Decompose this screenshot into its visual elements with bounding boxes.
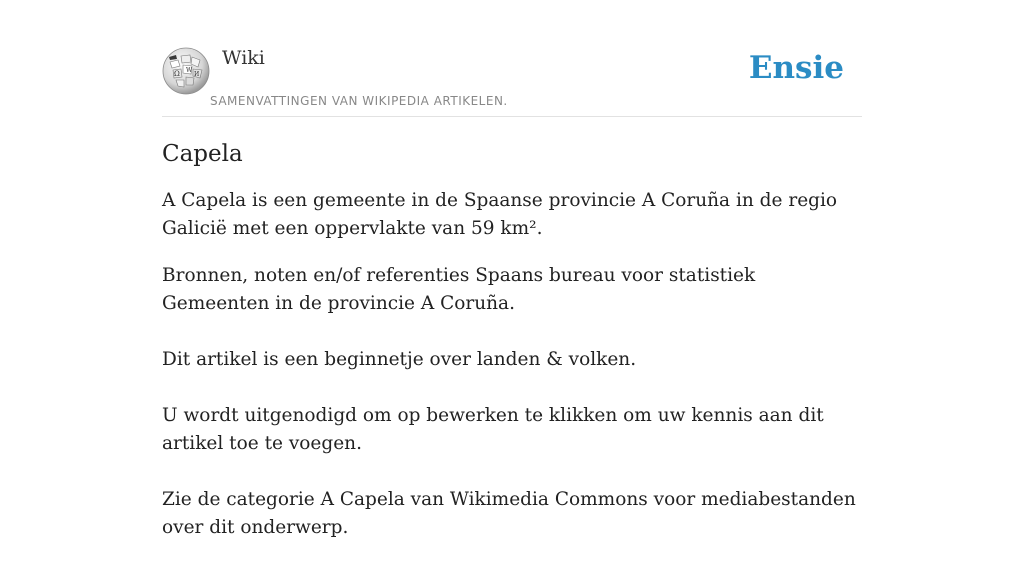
article-title: Capela	[162, 141, 243, 167]
article-paragraph-2: Bronnen, noten en/of referenties Spaans bureau voor statistiek Gemeenten in de provincie A Coruña.	[162, 265, 756, 314]
article-paragraph-5: Zie de categorie A Capela van Wikimedia Commons voor mediabestanden over dit onderwerp.	[162, 489, 856, 538]
article-paragraph-4: U wordt uitgenodigd om op bewerken te klikken om uw kennis aan dit artikel toe te voegen.	[162, 405, 824, 454]
wikipedia-globe-icon[interactable]	[162, 47, 210, 95]
site-header	[162, 42, 862, 117]
article-content	[162, 136, 862, 570]
svg-text:Ω: Ω	[174, 70, 180, 78]
ensie-brand-link[interactable]: Ensie	[748, 50, 844, 86]
svg-text:И: И	[194, 71, 200, 78]
site-name[interactable]: Wiki	[222, 47, 265, 69]
article-paragraph-1: A Capela is een gemeente in de Spaanse provincie A Coruña in de regio Galicië met een oppervlakte van 59 km².	[162, 190, 838, 239]
article-paragraph-3: Dit artikel is een beginnetje over landen & volken.	[162, 349, 637, 370]
site-tagline: SAMENVATTINGEN VAN WIKIPEDIA ARTIKELEN.	[210, 94, 508, 108]
svg-text:W: W	[186, 67, 193, 74]
